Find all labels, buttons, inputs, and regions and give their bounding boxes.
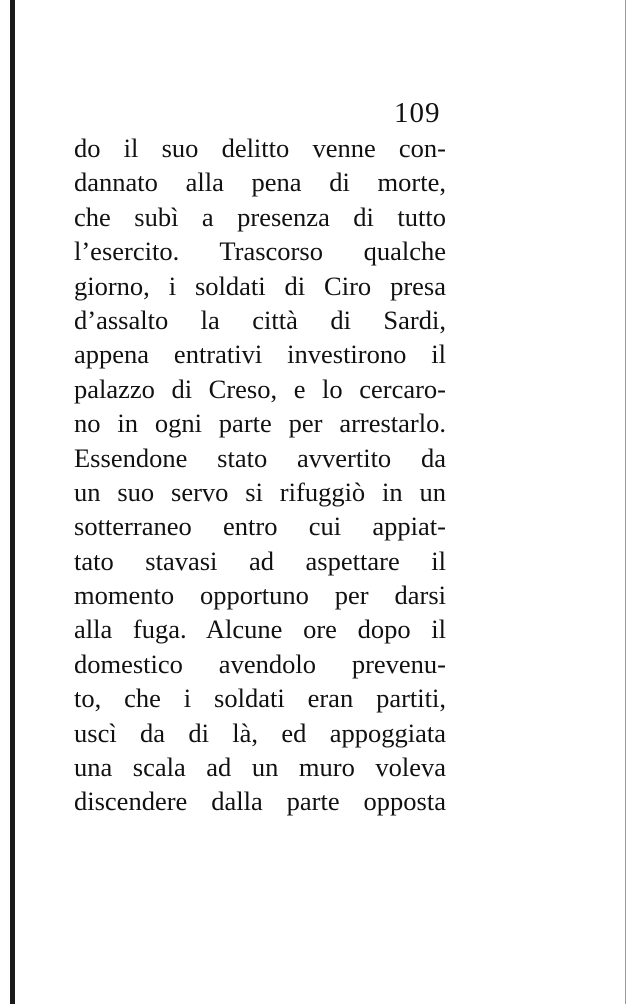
binding-edge bbox=[10, 0, 15, 1004]
text-line: l’esercito. Trascorso qualche bbox=[74, 236, 446, 267]
text-line: sotterraneo entro cui appiat- bbox=[74, 511, 446, 542]
text-line: alla fuga. Alcune ore dopo il bbox=[74, 614, 446, 645]
text-line: tato stavasi ad aspettare il bbox=[74, 545, 446, 576]
text-line: una scala ad un muro voleva bbox=[74, 752, 446, 783]
body-text bbox=[74, 131, 446, 819]
text-line: appena entrativi investirono il bbox=[74, 339, 446, 370]
text-line: Essendone stato avvertito da bbox=[74, 442, 446, 473]
text-line: discendere dalla parte opposta bbox=[74, 786, 446, 817]
page-number: 109 bbox=[394, 97, 441, 129]
text-line: momento opportuno per darsi bbox=[74, 580, 446, 611]
text-line: giorno, i soldati di Ciro presa bbox=[74, 270, 446, 301]
text-line: do il suo delitto venne con- bbox=[74, 133, 446, 163]
text-line: palazzo di Creso, e lo cercaro- bbox=[74, 373, 446, 404]
text-line: no in ogni parte per arrestarlo. bbox=[74, 408, 446, 439]
text-line: che subì a presenza di tutto bbox=[74, 201, 446, 232]
text-line: dannato alla pena di morte, bbox=[74, 167, 446, 198]
text-line: to, che i soldati eran partiti, bbox=[74, 683, 446, 714]
text-line: un suo servo si rifuggiò in un bbox=[74, 476, 446, 507]
text-line: domestico avendolo prevenu- bbox=[74, 648, 446, 679]
page-edge bbox=[625, 0, 626, 1004]
text-line: d’assalto la città di Sardi, bbox=[74, 304, 446, 335]
text-line: uscì da di là, ed appoggiata bbox=[74, 717, 446, 748]
